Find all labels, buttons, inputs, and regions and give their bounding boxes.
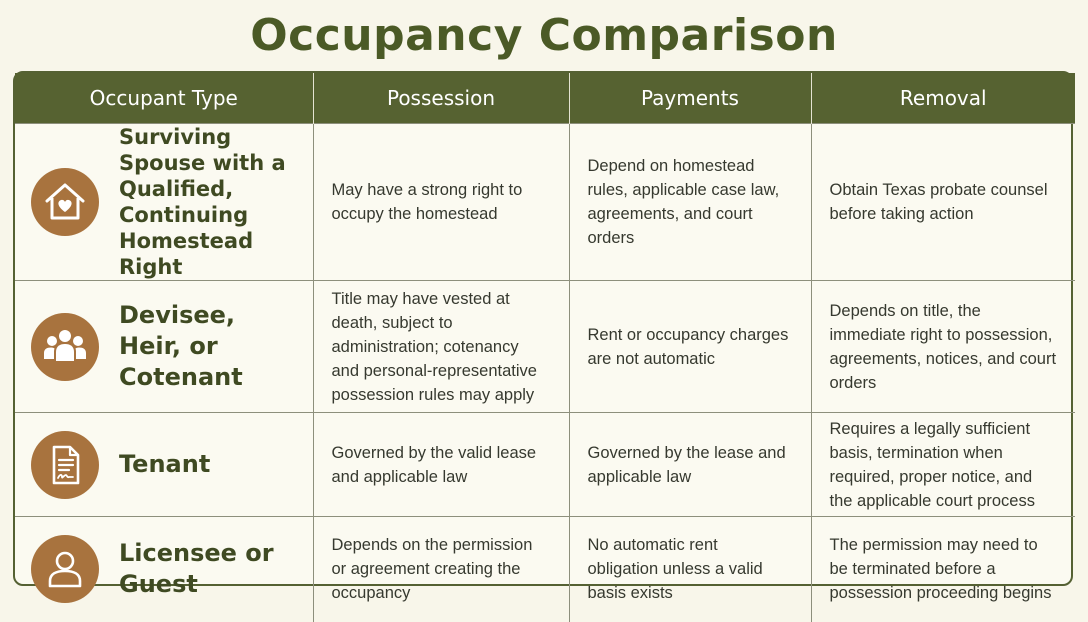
payments-cell: Rent or occupancy charges are not automatic <box>569 281 811 413</box>
occupant-type-label: Devisee, Heir, or Cotenant <box>119 301 243 391</box>
removal-cell: Obtain Texas probate counsel before taking action <box>811 124 1075 281</box>
possession-cell: Governed by the valid lease and applicable law <box>313 413 569 517</box>
occupant-type-cell <box>15 413 313 517</box>
payments-cell: Governed by the lease and applicable law <box>569 413 811 517</box>
table-row <box>15 517 1075 622</box>
possession-cell: Title may have vested at death, subject to administration; cotenancy and personal-representative possession rules may apply <box>313 281 569 413</box>
payments-cell: Depend on homestead rules, applicable case law, agreements, and court orders <box>569 124 811 281</box>
header-occupant-type: Occupant Type <box>15 73 313 124</box>
occupant-type-cell <box>15 281 313 413</box>
payments-cell: No automatic rent obligation unless a valid basis exists <box>569 517 811 622</box>
people-group-icon <box>31 313 99 381</box>
document-signature-icon <box>31 431 99 499</box>
occupant-type-label: Licensee or Guest <box>119 539 274 599</box>
header-removal: Removal <box>811 73 1075 124</box>
occupant-type-label: Surviving Spouse with a Qualified, Continuing Homestead Right <box>119 125 286 279</box>
house-heart-icon <box>31 168 99 236</box>
occupant-type-label: Tenant <box>119 450 211 478</box>
possession-cell: Depends on the permission or agreement creating the occupancy <box>313 517 569 622</box>
header-possession: Possession <box>313 73 569 124</box>
table-row <box>15 281 1075 413</box>
page-title: Occupancy Comparison <box>250 10 838 61</box>
occupant-type-cell <box>15 124 313 281</box>
removal-cell: Depends on title, the immediate right to possession, agreements, notices, and court orders <box>811 281 1075 413</box>
header-payments: Payments <box>569 73 811 124</box>
table-row <box>15 413 1075 517</box>
header-row <box>15 73 1075 124</box>
table-row <box>15 124 1075 281</box>
person-icon <box>31 535 99 603</box>
removal-cell: The permission may need to be terminated before a possession proceeding begins <box>811 517 1075 622</box>
removal-cell: Requires a legally sufficient basis, termination when required, proper notice, and the applicable court process <box>811 413 1075 517</box>
occupant-type-cell <box>15 517 313 622</box>
comparison-table <box>13 71 1073 603</box>
possession-cell: May have a strong right to occupy the homestead <box>313 124 569 281</box>
